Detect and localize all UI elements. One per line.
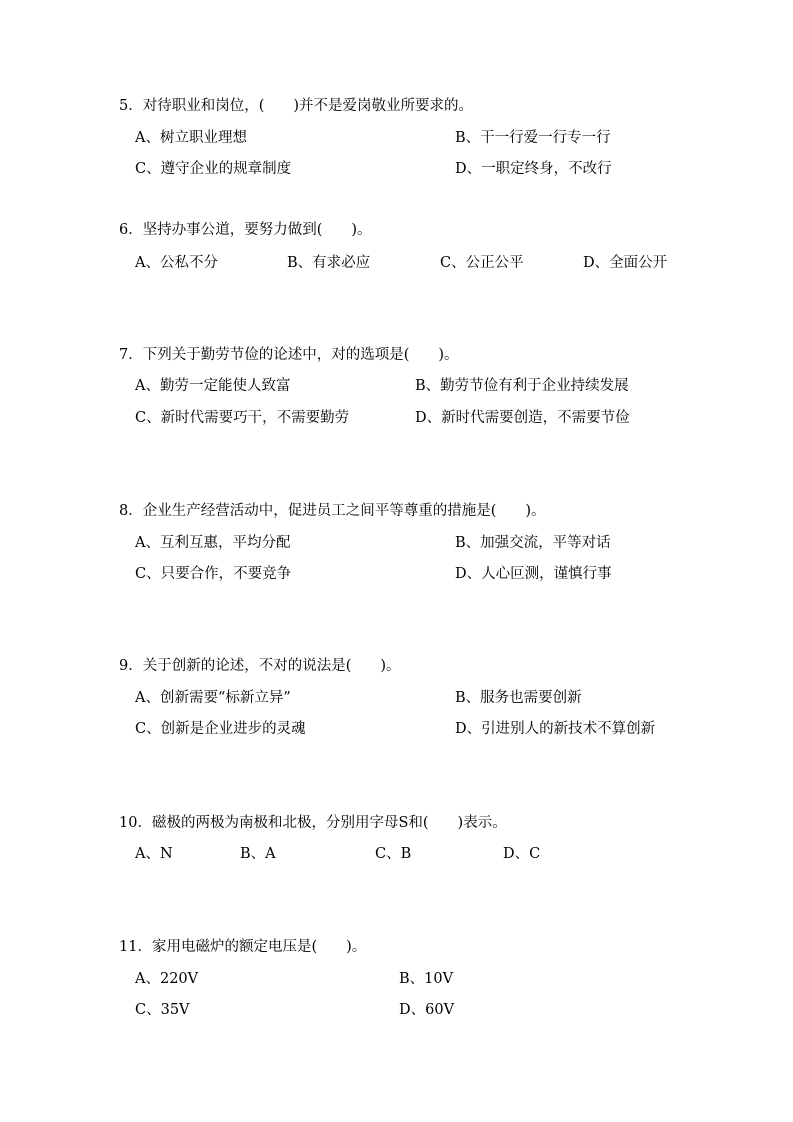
question-6-option-c: C、公正公平 xyxy=(440,255,524,271)
question-11-option-d: D、60V xyxy=(399,1002,455,1018)
question-11-stem: 11．家用电磁炉的额定电压是( )。 xyxy=(119,939,367,955)
question-10-option-c: C、B xyxy=(375,846,412,862)
question-9-option-d: D、引进别人的新技术不算创新 xyxy=(455,721,656,737)
question-11-option-c: C、35V xyxy=(135,1002,190,1018)
question-7-option-c: C、新时代需要巧干，不需要勤劳 xyxy=(135,410,350,426)
question-10-option-d: D、C xyxy=(503,846,541,862)
question-9-option-b: B、服务也需要创新 xyxy=(455,690,582,706)
question-6-option-b: B、有求必应 xyxy=(287,255,371,271)
question-8-option-a: A、互利互惠，平均分配 xyxy=(135,535,291,551)
question-9-stem: 9．关于创新的论述，不对的说法是( )。 xyxy=(119,658,401,674)
question-5-option-d: D、一职定终身，不改行 xyxy=(455,161,612,177)
question-6-stem: 6．坚持办事公道，要努力做到( )。 xyxy=(119,222,372,238)
question-5-option-a: A、树立职业理想 xyxy=(135,130,247,146)
question-6-option-d: D、全面公开 xyxy=(583,255,668,271)
question-8-option-b: B、加强交流，平等对话 xyxy=(455,535,611,551)
question-7-option-b: B、勤劳节俭有利于企业持续发展 xyxy=(415,378,629,394)
question-9-option-c: C、创新是企业进步的灵魂 xyxy=(135,721,306,737)
question-6-option-a: A、公私不分 xyxy=(135,255,218,271)
question-11-option-a: A、220V xyxy=(135,971,199,987)
question-8-option-d: D、人心叵测，谨慎行事 xyxy=(455,566,612,582)
question-7-stem: 7．下列关于勤劳节俭的论述中，对的选项是( )。 xyxy=(119,347,459,363)
question-5-option-c: C、遵守企业的规章制度 xyxy=(135,161,292,177)
question-8-stem: 8．企业生产经营活动中，促进员工之间平等尊重的措施是( )。 xyxy=(119,503,546,519)
question-5-option-b: B、干一行爱一行专一行 xyxy=(455,130,611,146)
question-10-option-b: B、A xyxy=(240,846,276,862)
question-8-option-c: C、只要合作，不要竞争 xyxy=(135,566,292,582)
question-5-stem: 5．对待职业和岗位，( )并不是爱岗敬业所要求的。 xyxy=(119,98,474,114)
question-7-option-d: D、新时代需要创造，不需要节俭 xyxy=(415,410,630,426)
question-9-option-a: A、创新需要“标新立异” xyxy=(135,690,291,706)
question-11-option-b: B、10V xyxy=(399,971,454,987)
question-7-option-a: A、勤劳一定能使人致富 xyxy=(135,378,291,394)
question-10-stem: 10．磁极的两极为南极和北极，分别用字母S和( )表示。 xyxy=(119,815,507,831)
question-10-option-a: A、N xyxy=(135,846,173,862)
